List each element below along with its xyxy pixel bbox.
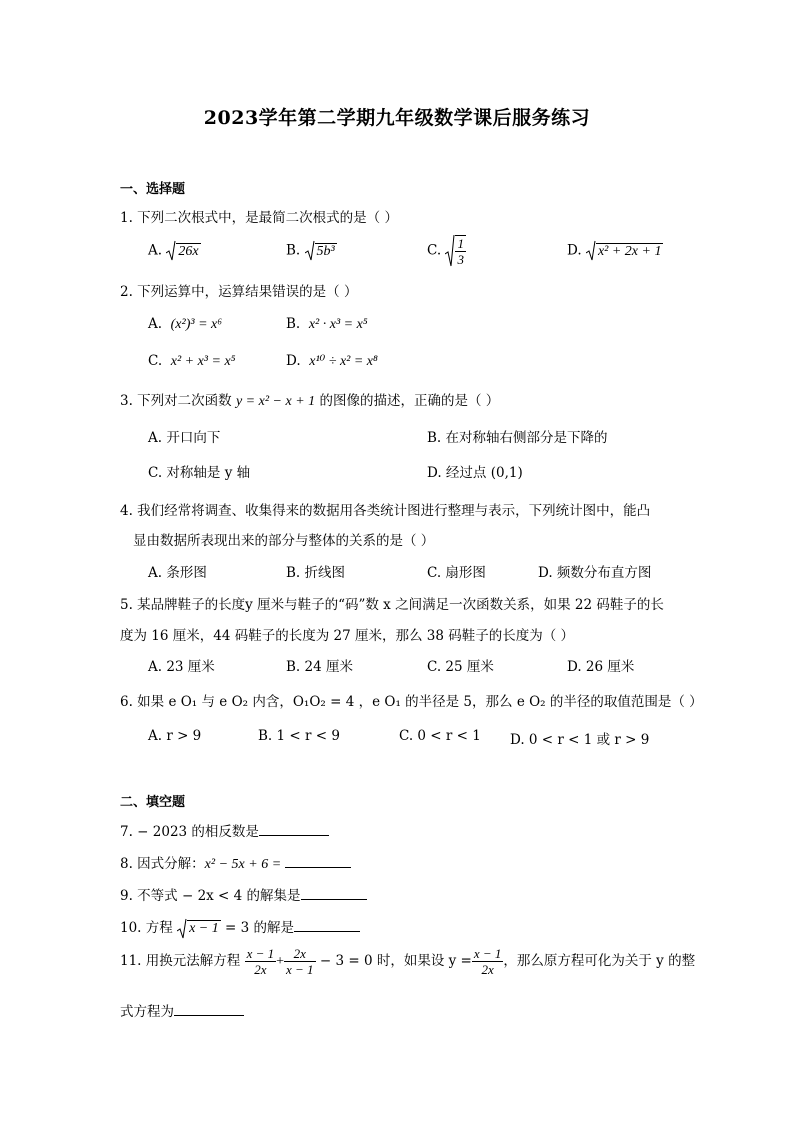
question-4-stem-line1: 4. 我们经常将调查、收集得来的数据用各类统计图进行整理与表示，下列统计图中，能凸	[120, 503, 651, 519]
question-3-option-a: A. 开口向下	[148, 430, 221, 446]
radical-sign	[586, 240, 596, 262]
question-5-option-b: B. 24 厘米	[286, 659, 353, 675]
radical-sign	[177, 918, 187, 940]
fraction: $\frac{1}{3}$	[457, 236, 464, 267]
question-2-option-b: B. x² · x³ = x⁵	[286, 316, 368, 332]
question-1-option-c: C. $\frac{1}{3}$	[427, 236, 464, 267]
question-5-stem-line1: 5. 某品牌鞋子的长度y 厘米与鞋子的“码”数 x 之间满足一次函数关系，如果 22 码鞋子的长	[120, 597, 664, 613]
question-6-option-d: D. 0 < r < 1 或 r > 9	[510, 732, 650, 748]
question-1-stem: 1. 下列二次根式中，是最简二次根式的是（ ）	[120, 210, 398, 226]
question-2-option-c: C. x² + x³ = x⁵	[148, 353, 236, 369]
answer-blank	[294, 919, 360, 932]
question-1-option-d: D. x² + 2x + 1	[567, 240, 663, 262]
fraction: $\frac{x - 1}{2x}$	[246, 946, 275, 977]
question-11-line1: 11. 用换元法解方程 $\frac{x - 1}{2x}$ + $\frac{2x}{x - 1}$ − 3 = 0 时，如果设 y = $\frac{x - 1}{2x}$ ，那么原方程可化为关于 y 的整	[120, 946, 696, 977]
page-title: 2023学年第二学期九年级数学课后服务练习	[203, 107, 591, 129]
fraction: $\frac{x - 1}{2x}$	[473, 946, 502, 977]
question-3-option-b: B. 在对称轴右侧部分是下降的	[427, 430, 608, 446]
section-heading-choice: 一、选择题	[120, 182, 186, 197]
question-10: 10. 方程 x − 1 = 3 的解是	[120, 916, 360, 940]
question-1-option-b: B. 5b³	[286, 240, 337, 262]
radical-sign	[445, 234, 455, 268]
radical-sign	[305, 240, 315, 262]
answer-blank	[259, 823, 329, 836]
question-6-option-c: C. 0 < r < 1	[399, 728, 481, 744]
answer-blank	[285, 855, 351, 868]
answer-blank	[301, 887, 367, 900]
question-3-option-d: D. 经过点 (0,1)	[427, 465, 523, 481]
question-3-option-c: C. 对称轴是 y 轴	[148, 465, 251, 481]
question-7: 7. − 2023 的相反数是	[120, 820, 329, 840]
question-4-stem-line2: 显由数据所表现出来的部分与整体的关系的是（ ）	[133, 533, 435, 549]
question-11-line2: 式方程为	[120, 1000, 244, 1020]
question-4-option-b: B. 折线图	[286, 565, 346, 581]
question-2-option-a: A. (x²)³ = x⁶	[148, 316, 223, 332]
radical-sign	[166, 240, 176, 262]
question-5-stem-line2: 度为 16 厘米，44 码鞋子的长度为 27 厘米，那么 38 码鞋子的长度为（ ）	[120, 628, 575, 644]
question-5-option-d: D. 26 厘米	[567, 659, 635, 675]
question-1-option-a: A. 26x	[148, 240, 201, 262]
fraction: $\frac{2x}{x - 1}$	[286, 946, 314, 977]
question-8: 8. 因式分解：x² − 5x + 6 =	[120, 852, 351, 873]
question-2-stem: 2. 下列运算中，运算结果错误的是（ ）	[120, 284, 358, 300]
question-5-option-a: A. 23 厘米	[148, 659, 215, 675]
question-6-stem: 6. 如果 e O₁ 与 e O₂ 内含，O₁O₂ = 4 ，e O₁ 的半径是 5，那么 e O₂ 的半径的取值范围是（ ）	[120, 694, 703, 710]
question-2-option-d: D. x¹⁰ ÷ x² = x⁸	[286, 353, 378, 369]
question-6-option-a: A. r > 9	[148, 728, 202, 744]
question-5-option-c: C. 25 厘米	[427, 659, 494, 675]
section-heading-fill: 二、填空题	[120, 795, 186, 810]
question-4-option-c: C. 扇形图	[427, 565, 486, 581]
question-6-option-b: B. 1 < r < 9	[258, 728, 340, 744]
question-4-option-a: A. 条形图	[148, 565, 207, 581]
question-4-option-d: D. 频数分布直方图	[538, 565, 652, 581]
question-9: 9. 不等式 − 2x < 4 的解集是	[120, 884, 367, 904]
answer-blank	[174, 1003, 244, 1016]
question-3-stem: 3. 下列对二次函数 y = x² − x + 1 的图像的描述，正确的是（ ）	[120, 393, 500, 409]
